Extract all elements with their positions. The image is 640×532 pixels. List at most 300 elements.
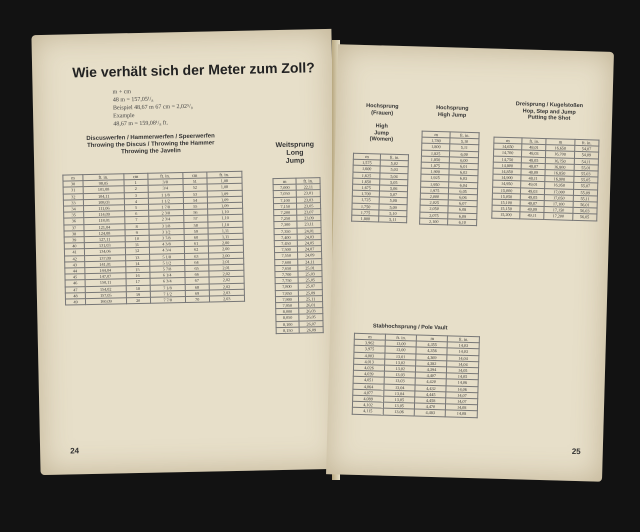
table-cell: 6 3/4 <box>150 278 185 285</box>
hoch1-header <box>352 103 412 118</box>
table-cell: 6,06 <box>449 194 478 201</box>
disc-table <box>62 171 245 306</box>
hoch2-header <box>422 105 482 120</box>
weit-header <box>270 141 320 166</box>
table-cell: 25,05 <box>298 277 322 284</box>
table-cell: 4,355 <box>417 341 448 348</box>
drei-header-line: Dreisprung / Kugelstoßen <box>515 101 584 110</box>
column-header: ft. in. <box>381 154 409 161</box>
table-cell: 12 <box>125 248 149 255</box>
table-cell: 1 7/8 <box>148 204 183 211</box>
table-cell: 14,05 <box>447 373 479 380</box>
column-header: ft. in. <box>450 132 479 139</box>
stab-table <box>352 333 480 418</box>
table-cell: 111,06 <box>84 205 125 212</box>
table-cell: 5,04 <box>380 173 408 180</box>
table-cell: 42 <box>65 255 85 262</box>
table-cell: 25,01 <box>298 265 322 272</box>
table-cell: 17,000 <box>545 188 573 195</box>
formula-line: Example <box>113 113 135 120</box>
column-header: ft. in. <box>522 138 547 145</box>
table-cell: 15,000 <box>492 187 520 194</box>
column-header: ft. in. <box>448 336 480 343</box>
table-cell: 35 <box>64 212 84 219</box>
table-cell: 3,975 <box>354 346 385 353</box>
table-cell: 9 <box>125 229 149 236</box>
table-cell: 101,08 <box>83 186 124 193</box>
table-cell: 14,04 <box>447 361 479 368</box>
table-row <box>352 215 407 223</box>
table-cell: 30 <box>63 181 83 188</box>
table-cell: 37 <box>64 224 84 231</box>
table-cell: 4,064 <box>353 383 384 390</box>
table-cell: 3,962 <box>354 340 385 347</box>
table-cell: 14,950 <box>493 181 521 188</box>
table-cell: 7,650 <box>275 265 298 272</box>
table-cell: 15,200 <box>492 212 520 219</box>
table-cell: 7,900 <box>275 296 298 303</box>
column-header: ft. in. <box>147 173 182 180</box>
column-header: cm <box>183 172 207 179</box>
table-cell: 67 <box>185 277 209 284</box>
table-cell: 3 1/2 <box>149 228 184 235</box>
booklet <box>14 10 626 522</box>
table-cell: 3/4 <box>148 185 183 192</box>
table-cell: 48 <box>65 292 85 299</box>
table-cell: 6,03 <box>449 175 478 182</box>
table-cell: 54 <box>183 197 207 204</box>
page-number-left: 24 <box>70 446 80 456</box>
table-cell: 1,750 <box>352 203 379 210</box>
table-cell: 4 3/8 <box>149 241 184 248</box>
table-cell: 55,03 <box>574 170 599 177</box>
table-cell: 154,02 <box>85 285 126 292</box>
table-cell: 2,050 <box>420 206 448 213</box>
table-cell: 1,850 <box>421 156 449 163</box>
table-cell: 2,100 <box>420 218 448 225</box>
table-cell: 104,11 <box>83 192 124 199</box>
table-cell: 66 <box>185 271 209 278</box>
table-cell: 108,03 <box>83 199 124 206</box>
drei-header-line: Hop, Step and Jump <box>522 107 576 116</box>
table-cell: 22,11 <box>296 184 320 191</box>
table-cell: 5,03 <box>380 166 408 173</box>
table-cell: 57 <box>184 215 208 222</box>
table-cell: 23,03 <box>297 196 321 203</box>
formula-line: 48,67 m = 159,08¹/₈ ft. <box>113 120 169 128</box>
table-cell: 48,03 <box>522 150 547 157</box>
table-cell: 5,09 <box>379 204 407 211</box>
table-cell: 7,800 <box>275 284 298 291</box>
table-cell: 24,09 <box>298 252 322 259</box>
drei-header-line: Putting the Shot <box>527 114 571 122</box>
table-cell: 14,03 <box>447 348 479 355</box>
table-cell: 1,800 <box>352 215 379 222</box>
table-cell: 14,700 <box>494 150 522 157</box>
table-cell: 1 <box>124 179 148 186</box>
table-cell: 4 <box>124 198 148 205</box>
column-header: m <box>546 139 574 146</box>
table-cell: 4,077 <box>353 389 384 396</box>
table-cell: 31 <box>63 187 83 194</box>
hoch1-sub-line: (Women) <box>369 136 394 143</box>
table-cell: 13,00 <box>385 340 417 347</box>
table-cell: 7,450 <box>274 240 297 247</box>
table-cell: 1,08 <box>207 184 242 191</box>
table-cell: 14,04 <box>447 355 479 362</box>
table-cell: 1,10 <box>207 215 242 222</box>
table-cell: 54,09 <box>574 152 599 159</box>
table-cell: 24,05 <box>298 240 322 247</box>
column-header: m <box>63 175 83 182</box>
table-cell: 118,01 <box>84 217 125 224</box>
table-cell: 2 3/8 <box>148 210 183 217</box>
table-cell: 55,09 <box>573 189 598 196</box>
table-cell: 49,05 <box>520 194 545 201</box>
page-title: Wie verhält sich der Meter zum Zoll? <box>72 59 315 81</box>
table-cell: 33 <box>63 199 83 206</box>
table-cell: 26,05 <box>299 314 323 321</box>
table-cell: 13,04 <box>384 390 416 397</box>
table-cell: 2,03 <box>209 289 244 296</box>
table-cell: 17 <box>126 279 150 286</box>
table-cell: 1 1/2 <box>148 197 183 204</box>
table-cell: 15,100 <box>492 199 520 206</box>
table-cell: 15,050 <box>492 193 520 200</box>
table-row <box>276 327 323 334</box>
table-cell: 4,115 <box>352 408 383 415</box>
weit-header-line: Weitsprung <box>275 141 315 150</box>
table-cell: 47 <box>65 286 85 293</box>
table-cell: 1,625 <box>353 172 380 179</box>
formula-line: Beispiel 48,67 m 67 cm = 2,02⁵/₈ <box>112 103 193 112</box>
table-cell: 17,100 <box>545 201 573 208</box>
weit-header-line: Jump <box>285 157 305 165</box>
table-cell: 24,03 <box>297 233 321 240</box>
table-cell: 7,350 <box>274 228 297 235</box>
table-cell: 2,02 <box>209 283 244 290</box>
table-cell: 7 <box>124 217 148 224</box>
formula-block <box>113 87 194 129</box>
table-cell: 26,07 <box>299 320 323 327</box>
table-cell: 1 1/8 <box>148 191 183 198</box>
table-cell: 15 <box>126 266 150 273</box>
formula-line: 48 m = 157,05¹/₈ <box>112 96 154 104</box>
table-cell: 8,150 <box>276 327 299 334</box>
table-cell: 121,04 <box>84 223 125 230</box>
column-header: m <box>353 153 380 160</box>
table-cell: 1,950 <box>421 181 449 188</box>
table-cell: 131,03 <box>84 242 125 249</box>
table-cell: 60 <box>184 234 208 241</box>
table-cell: 55,05 <box>573 177 598 184</box>
table-cell: 56 <box>183 209 207 216</box>
table-cell: 5,08 <box>379 197 407 204</box>
table-cell: 11 <box>125 242 149 249</box>
table-cell: 4,026 <box>353 364 384 371</box>
table-cell: 56,05 <box>572 214 597 221</box>
table-cell: 2 <box>124 186 148 193</box>
table-row <box>420 218 477 226</box>
table-cell: 2,01 <box>208 258 243 265</box>
table-cell: 137,09 <box>85 254 126 261</box>
table-cell: 49,01 <box>521 181 546 188</box>
table-cell: 26,03 <box>299 308 323 315</box>
table-cell: 49,09 <box>520 206 545 213</box>
table-cell: 5,11 <box>379 216 407 223</box>
table-cell: 4,089 <box>353 395 384 402</box>
table-cell: 6,02 <box>449 169 478 176</box>
table-cell: 157,05 <box>85 292 126 299</box>
table-cell: 14,03 <box>448 342 480 349</box>
table-cell: 1,650 <box>353 178 380 185</box>
table-cell: 2,02 <box>209 277 244 284</box>
table-cell: 23,07 <box>297 209 321 216</box>
column-header: cm <box>124 173 148 180</box>
table-cell: 69 <box>185 290 209 297</box>
table-cell: 14,06 <box>447 379 479 386</box>
disc-header-line: Throwing the Javelin <box>120 148 181 156</box>
table-cell: 49,11 <box>520 212 545 219</box>
column-header: m <box>494 137 522 144</box>
table-cell: 49 <box>65 299 85 306</box>
table-cell: 13 <box>125 254 149 261</box>
table-cell: 14,08 <box>446 410 478 417</box>
table-cell: 46 <box>65 280 85 287</box>
table-cell: 5,10 <box>379 210 407 217</box>
drei-header <box>496 101 603 123</box>
hoch2-header-line: High Jump <box>437 111 467 119</box>
table-cell: 45 <box>65 274 85 281</box>
table-cell: 8,050 <box>276 315 299 322</box>
table-cell: 56,03 <box>572 208 597 215</box>
table-cell: 5 7/8 <box>149 266 184 273</box>
table-cell: 13,03 <box>384 371 416 378</box>
table-cell: 53 <box>183 191 207 198</box>
table-cell: 14,07 <box>446 398 478 405</box>
table-cell: 16,850 <box>545 170 573 177</box>
column-header: m <box>417 335 448 342</box>
table-cell: 54,07 <box>574 146 599 153</box>
table-cell: 16 <box>126 273 150 280</box>
table-cell: 5 <box>124 204 148 211</box>
table-cell: 6,04 <box>449 182 478 189</box>
right-page <box>326 44 614 482</box>
table-cell: 16,950 <box>545 182 573 189</box>
table-cell: 124,08 <box>84 230 125 237</box>
table-cell: 1,08 <box>207 178 242 185</box>
column-header: ft. in. <box>574 139 599 146</box>
table-cell: 4,483 <box>415 409 446 416</box>
table-cell: 3 1/8 <box>148 222 183 229</box>
table-cell: 4,051 <box>353 377 384 384</box>
table-cell: 1,600 <box>353 166 380 173</box>
table-cell: 23,11 <box>297 221 321 228</box>
page-number-right: 25 <box>571 446 581 457</box>
table-cell: 3/8 <box>147 179 182 186</box>
table-cell: 5,10 <box>450 138 479 145</box>
table-cell: 32 <box>63 193 83 200</box>
table-cell: 1,825 <box>421 150 449 157</box>
table-cell: 14,06 <box>446 386 478 393</box>
table-cell: 4 3/4 <box>149 247 184 254</box>
table-cell: 20 <box>126 297 150 304</box>
table-cell: 5,05 <box>380 179 408 186</box>
weit-table <box>272 177 323 334</box>
table-cell: 14,900 <box>493 174 521 181</box>
table-cell: 48,07 <box>521 163 546 170</box>
table-cell: 7,150 <box>274 203 297 210</box>
table-cell: 5,11 <box>450 144 479 151</box>
table-cell: 4,382 <box>416 360 447 367</box>
table-cell: 141,01 <box>85 261 126 268</box>
table-cell: 54,11 <box>574 158 599 165</box>
table-cell: 7,550 <box>275 253 298 260</box>
table-cell: 13,02 <box>385 359 417 366</box>
drei-table <box>491 137 599 222</box>
table-cell: 23,09 <box>297 215 321 222</box>
table-cell: 1,780 <box>422 137 450 144</box>
formula-line: m + cm <box>112 89 132 96</box>
table-cell: 5 1/8 <box>149 253 184 260</box>
table-cell: 55,01 <box>574 164 599 171</box>
left-page <box>31 29 340 475</box>
table-cell: 4,369 <box>416 354 447 361</box>
table-cell: 1,775 <box>352 209 379 216</box>
disc-header <box>56 133 246 158</box>
table-cell: 63 <box>184 253 208 260</box>
table-cell: 6 1/4 <box>149 272 184 279</box>
table-cell: 2,00 <box>208 246 243 253</box>
table-cell: 13,01 <box>385 353 417 360</box>
table-cell: 1,09 <box>207 196 242 203</box>
table-cell: 7,050 <box>273 191 296 198</box>
column-header: m <box>273 178 296 185</box>
table-cell: 3 <box>124 192 148 199</box>
table-cell: 61 <box>184 240 208 247</box>
table-cell: 4,013 <box>354 358 385 365</box>
table-cell: 17,200 <box>544 213 572 220</box>
hoch1-table <box>351 153 409 224</box>
table-cell: 24,01 <box>297 227 321 234</box>
table-cell: 6,09 <box>448 213 477 220</box>
table-cell: 62 <box>184 246 208 253</box>
table-cell: 7,850 <box>275 290 298 297</box>
table-cell: 5,06 <box>380 185 408 192</box>
table-cell: 2,025 <box>420 199 448 206</box>
table-cell: 6,00 <box>450 151 479 158</box>
table-cell: 4,394 <box>416 366 447 373</box>
column-header: ft. in. <box>83 174 124 181</box>
table-cell: 55,11 <box>573 195 598 202</box>
table-cell: 1,875 <box>421 162 449 169</box>
table-cell: 38 <box>64 230 84 237</box>
table-cell: 13,05 <box>384 396 416 403</box>
column-header: ft. in. <box>385 334 417 341</box>
hoch2-header-line: Hochsprung <box>436 104 469 112</box>
hoch1-header-line: (Frauen) <box>371 109 394 117</box>
table-cell: 2,00 <box>208 240 243 247</box>
table-cell: 13,02 <box>384 365 416 372</box>
table-cell: 16,800 <box>546 163 574 170</box>
table-cell: 2,03 <box>209 295 244 302</box>
table-cell: 59 <box>184 228 208 235</box>
hoch1-sub-line: Jump <box>374 129 390 137</box>
hoch1-header-line: Hochsprung <box>366 103 399 110</box>
table-cell: 14,05 <box>447 367 479 374</box>
table-cell: 7,300 <box>274 222 297 229</box>
hoch1-sub <box>351 123 412 144</box>
table-cell: 65 <box>185 265 209 272</box>
table-cell: 7 7/8 <box>150 297 185 304</box>
table-cell: 1,725 <box>352 197 379 204</box>
table-cell: 10 <box>125 235 149 242</box>
column-header: ft. in. <box>206 171 241 178</box>
table-cell: 36 <box>64 218 84 225</box>
table-cell: 25,07 <box>298 283 322 290</box>
table-cell: 43 <box>65 261 85 268</box>
table-cell: 7,100 <box>273 197 296 204</box>
table-cell: 25,09 <box>299 289 323 296</box>
table-cell: 2,00 <box>208 252 243 259</box>
table-cell: 4,039 <box>353 371 384 378</box>
table-cell: 2,01 <box>208 264 243 271</box>
table-cell: 4,102 <box>352 402 383 409</box>
table-cell: 2,075 <box>420 212 448 219</box>
hoch2-table <box>419 131 480 227</box>
table-cell: 14,750 <box>493 156 521 163</box>
table-cell: 7,600 <box>275 259 298 266</box>
table-cell: 1,10 <box>207 221 242 228</box>
table-cell: 4,356 <box>416 347 447 354</box>
weit-header-line: Long <box>286 149 304 157</box>
table-cell: 1,11 <box>208 227 243 234</box>
table-cell: 13,04 <box>384 384 416 391</box>
table-cell: 55 <box>183 203 207 210</box>
table-cell: 51 <box>183 178 207 185</box>
table-cell: 8 <box>125 223 149 230</box>
table-cell: 48,09 <box>521 169 546 176</box>
table-cell: 4,003 <box>354 352 385 359</box>
table-cell: 14,800 <box>493 162 521 169</box>
table-cell: 5 1/2 <box>149 259 184 266</box>
table-cell: 48,11 <box>521 175 546 182</box>
column-header: ft. in. <box>296 178 320 185</box>
table-cell: 8,100 <box>276 321 299 328</box>
table-cell: 44 <box>65 268 85 275</box>
stab-header: Stabhochsprung / Pole Vault <box>372 323 448 332</box>
table-cell: 6,05 <box>449 188 478 195</box>
table-cell: 6,07 <box>448 200 477 207</box>
table-cell: 2,000 <box>420 193 448 200</box>
table-cell: 144,04 <box>85 267 126 274</box>
table-cell: 3 7/8 <box>149 235 184 242</box>
table-cell: 5,02 <box>380 160 408 167</box>
table-cell: 1,575 <box>353 159 380 166</box>
hoch1-sub-line: High <box>375 123 388 130</box>
table-cell: 16,900 <box>545 176 573 183</box>
table-cell: 134,06 <box>85 248 126 255</box>
table-cell: 24,07 <box>298 246 322 253</box>
table-cell: 6,08 <box>448 206 477 213</box>
table-cell: 7,400 <box>274 234 297 241</box>
table-cell: 40 <box>64 243 84 250</box>
table-cell: 41 <box>64 249 84 256</box>
table-cell: 4,445 <box>415 391 446 398</box>
table-cell: 1,900 <box>421 168 449 175</box>
disc-header-line: Throwing the Discus / Throwing the Hammer <box>87 140 215 150</box>
table-cell: 6,00 <box>450 157 479 164</box>
